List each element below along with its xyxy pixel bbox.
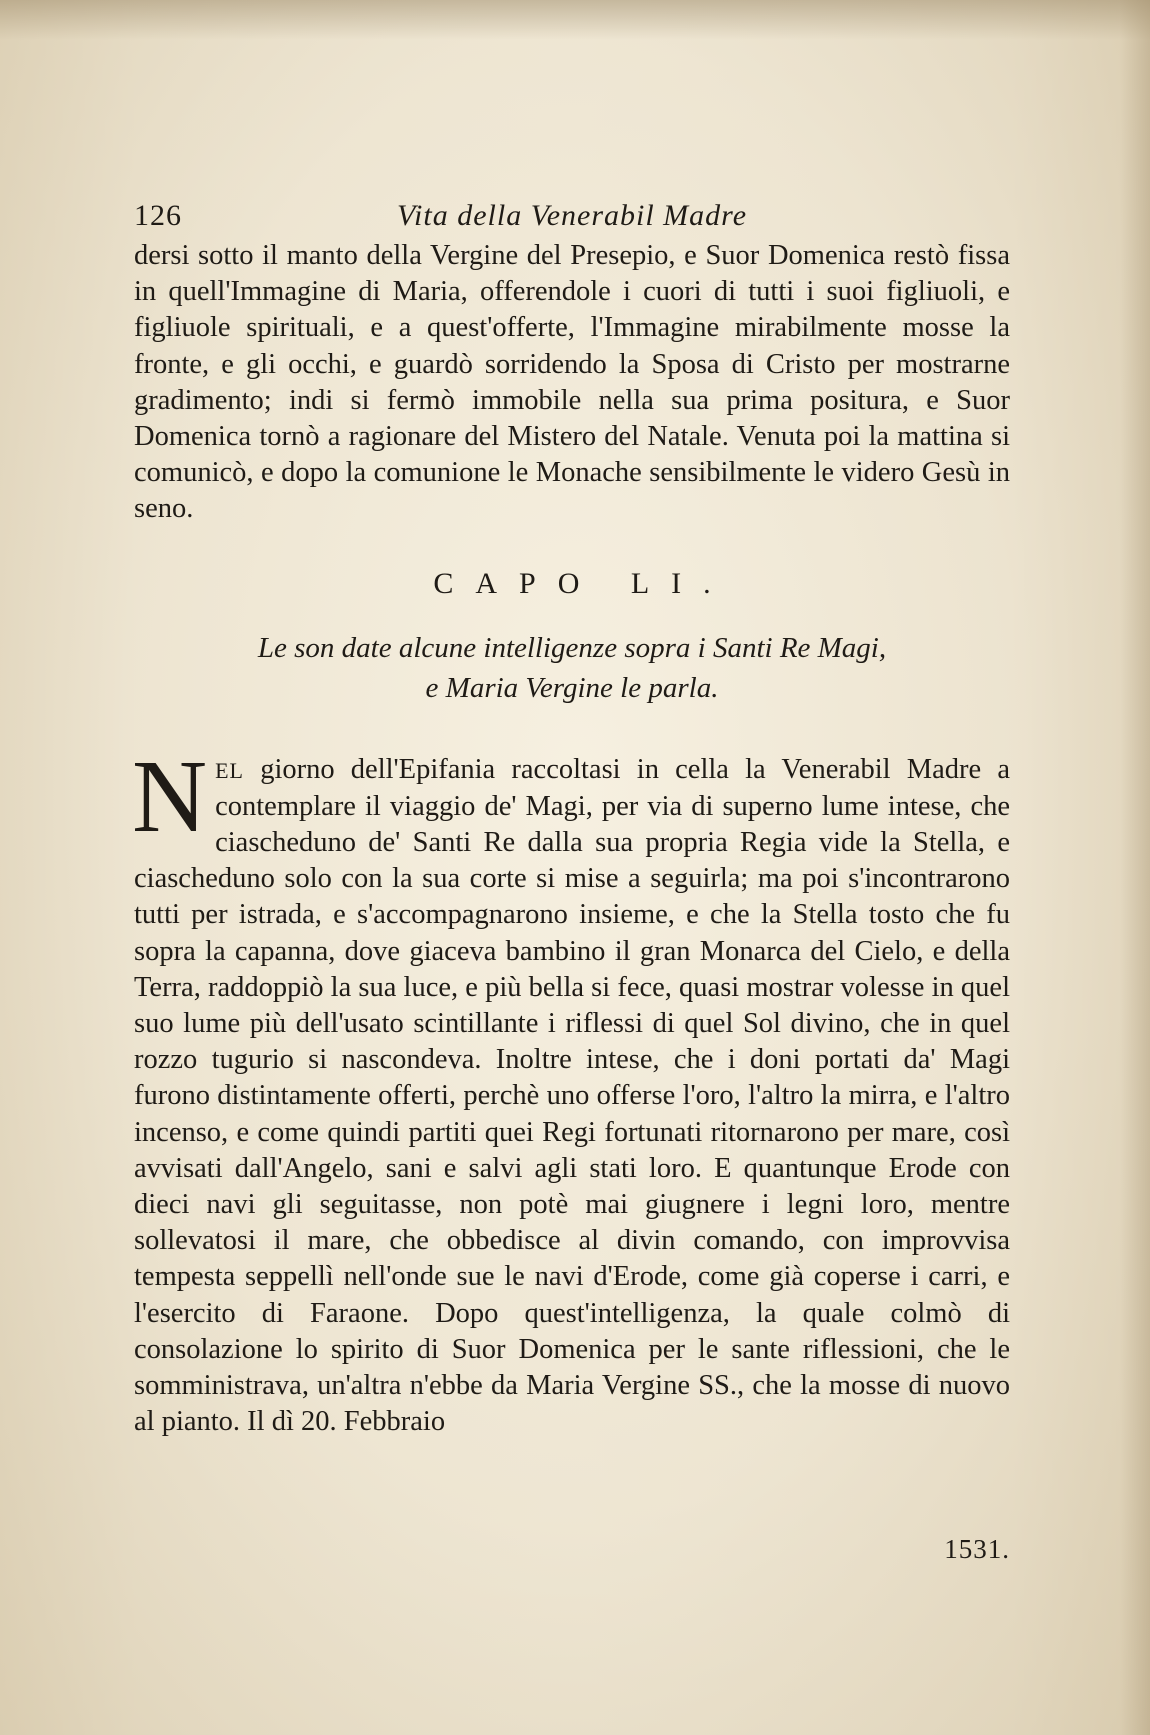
running-title: Vita della Venerabil Madre <box>396 199 748 232</box>
page-edge-stain <box>0 0 1150 40</box>
chapter-subtitle-line-1: Le son date alcune intelligenze sopra i Santi Re Magi, <box>257 631 887 664</box>
text-block <box>134 194 1010 1440</box>
chapter-subtitle-line-2: e Maria Vergine le parla. <box>425 671 719 704</box>
drop-cap: N <box>132 738 208 854</box>
small-caps-word: EL <box>215 757 244 783</box>
page-edge-shadow <box>1120 0 1150 1735</box>
running-head <box>134 194 1010 238</box>
body-text: giorno dell'Epifania raccoltasi in cella la Venerabil Madre a contemplare il viaggio de' Magi, per via di superno lume intese, che ciascheduno de' Santi Re dalla sua propria Regia vide la Stella, e ciascheduno solo con la sua corte si mise a seguirla; ma poi s'incontrarono tutti per istrada, e s'accompagnarono insieme, e che la Stella tosto che fu sopra la capanna, dove giaceva bambino il gran Monarca del Cielo, e della Terra, raddoppiò la sua luce, e più bella si fece, quasi mostrar volesse in quel suo lume più dell'usato scintillante i riflessi di quel Sol divino, che in quel rozzo tugurio si nascondeva. Inoltre intese, che i doni portati da' Magi furono distintamente offerti, perchè uno offerse l'oro, l'altro la mirra, e l'altro incenso, e come quindi partiti quei Regi fortunati ritornarono per mare, così avvisati dall'Angelo, sani e salvi agli stati loro. E quantunque Erode con dieci navi gli seguitasse, non potè mai giugnere i legni loro, mentre sollevatosi il mare, che obbedisce al divin comando, con improvvisa tempesta seppellì nell'onde sue le navi d'Erode, come già coperse i carri, e l'esercito di Faraone. Dopo quest'intelligenza, la quale colmò di consolazione lo spirito di Suor Domenica per le sante riflessioni, che le somministrava, un'altra n'ebbe da Maria Vergine SS., che la mosse di nuovo al pianto. Il dì 20. Febbraio <box>134 753 1010 1438</box>
chapter-heading: CAPO LI. <box>433 566 733 600</box>
body-paragraph <box>132 738 1010 1441</box>
chapter-subtitle <box>134 628 1010 708</box>
page-number: 126 <box>134 199 182 232</box>
opening-paragraph: dersi sotto il manto della Vergine del Presepio, e Suor Domenica restò fissa in quell'Immagine di Maria, offerendole i cuori di tutti i suoi figliuoli, e figliuole spirituali, e a quest'offerte, l'Immagine mirabilmente mosse la fronte, e gli occhi, e guardò sorridendo la Sposa di Cristo per mostrarne gradimento; indi si fermò immobile nella sua prima positura, e Suor Domenica tornò a ragionare del Mistero del Natale. Venuta poi la mattina si comunicò, e dopo la comunione le Monache sensibilmente le videro Gesù in seno. <box>134 240 1010 525</box>
catchword: 1531. <box>944 1534 1010 1564</box>
